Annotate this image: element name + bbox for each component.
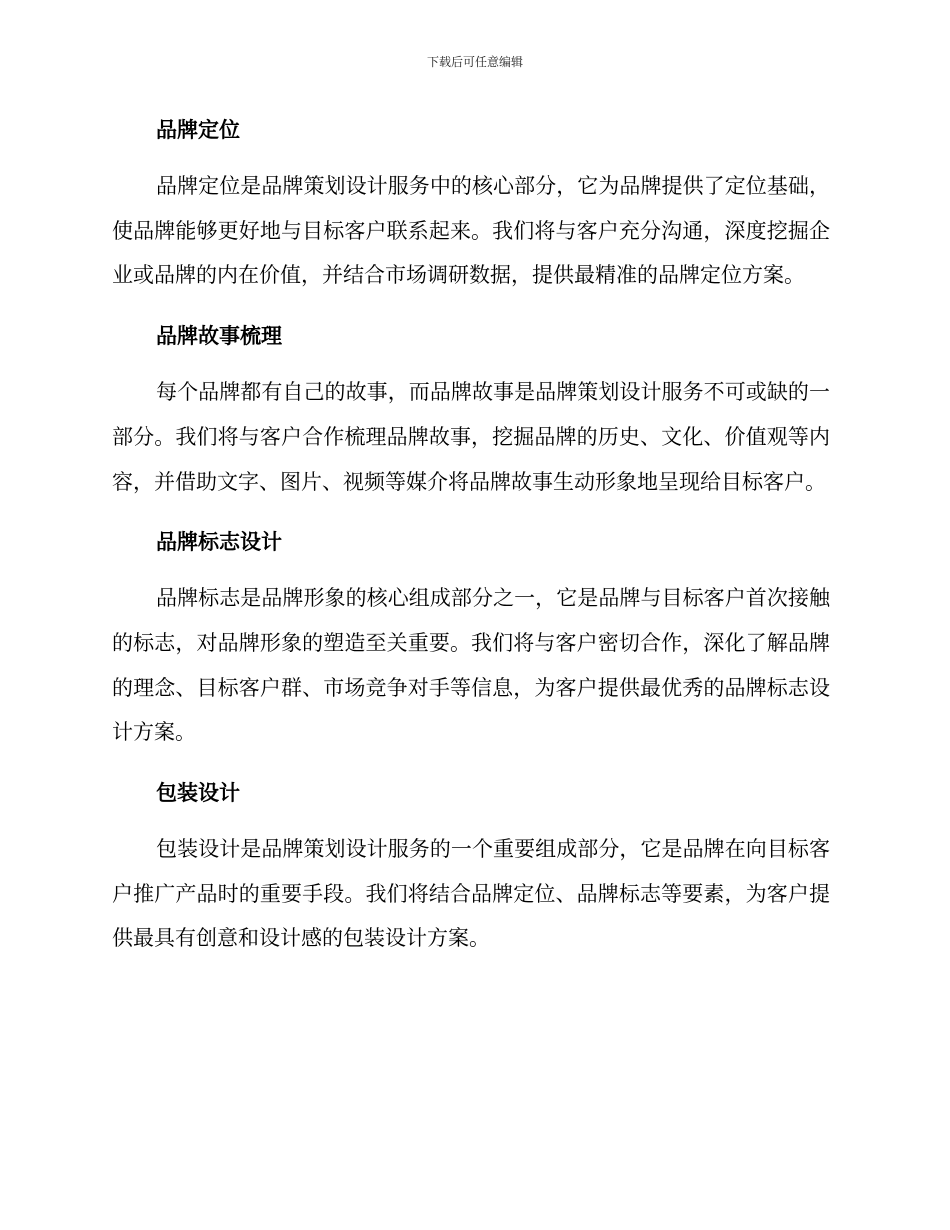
section-brand-logo-design: [112, 520, 830, 755]
section-heading: 品牌标志设计: [156, 530, 282, 555]
section-paragraph: 品牌标志是品牌形象的核心组成部分之一，它是品牌与目标客户首次接触的标志，对品牌形象的塑造至关重要。我们将与客户密切合作，深化了解品牌的理念、目标客户群、市场竞争对手等信息，为客户提供最优秀的品牌标志设计方案。: [112, 586, 830, 745]
section-heading: 包装设计: [156, 781, 240, 806]
page-header: 下载后可任意编辑: [426, 55, 523, 69]
section-heading: 品牌定位: [156, 118, 240, 142]
section-packaging-design: [112, 771, 830, 961]
section-paragraph: 包装设计是品牌策划设计服务的一个重要组成部分，它是品牌在向目标客户推广产品时的重要手段。我们将结合品牌定位、品牌标志等要素，为客户提供最具有创意和设计感的包装设计方案。: [112, 837, 830, 951]
section-brand-positioning: [112, 108, 830, 298]
section-brand-story: [112, 314, 830, 504]
document-body: [112, 108, 830, 961]
section-paragraph: 品牌定位是品牌策划设计服务中的核心部分，它为品牌提供了定位基础，使品牌能够更好地与目标客户联系起来。我们将与客户充分沟通，深度挖掘企业或品牌的内在价值，并结合市场调研数据，提供最精准的品牌定位方案。: [112, 174, 830, 288]
section-heading: 品牌故事梳理: [156, 324, 282, 349]
section-paragraph: 每个品牌都有自己的故事，而品牌故事是品牌策划设计服务不可或缺的一部分。我们将与客户合作梳理品牌故事，挖掘品牌的历史、文化、价值观等内容，并借助文字、图片、视频等媒介将品牌故事生动形象地呈现给目标客户。: [112, 380, 830, 494]
